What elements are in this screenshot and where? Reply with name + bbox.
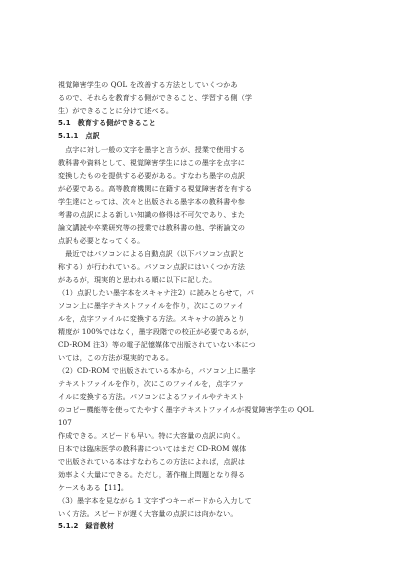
body-text-line: 称する）が行われている。パソコン点訳にはいくつか方法 — [58, 262, 245, 271]
body-text-line: 変換したものを提供する必要がある。すなわち墨字の点訳 — [58, 171, 246, 180]
body-text-line: 生）ができることに分けて述べる。 — [58, 106, 174, 115]
body-text-line: ソコン上に墨字テキストファイルを作り，次にこのファイ — [58, 301, 245, 310]
body-text-line: 最近ではパソコンによる自動点訳（以下パソコン点訳と — [58, 249, 245, 258]
body-text-line: 学生達にとっては、次々と出版される墨字本の教科書や参 — [58, 197, 245, 206]
body-text-line: 日本では臨床医学の教科書についてはまだ CD-ROM 媒体 — [58, 444, 247, 453]
page-number: 107 — [58, 418, 72, 427]
body-text-line: いては，この方法が現実的である。 — [58, 353, 174, 362]
body-text-line: 作成できる。スピードも早い。特に大容量の点訳に向く。 — [58, 431, 245, 440]
body-text-line: で出版されている本はすなわちこの方法によれば，点訳は — [58, 457, 246, 466]
body-text-line: ケースもある【11】。 — [58, 483, 129, 492]
body-text-line: 論文講読や卒業研究等の授業では教科書の他、学術論文の — [58, 223, 246, 232]
body-text-line: 点訳も必要となってくる。 — [58, 236, 145, 245]
body-text-line: があるが，現実的と思われる順に以下に記した。 — [58, 275, 217, 284]
body-text-line: 効率よく大量にできる。ただし，著作権上問題となり得る — [58, 470, 246, 479]
body-text-line: 精度が 100%ではなく，墨字段階での校正が必要であるが， — [58, 327, 254, 336]
body-text-line: 視覚障害学生の QOL を改善する方法としていくつかあ — [58, 80, 238, 89]
body-text-line: が必要である。高等教育機関に在籍する視覚障害者を有する — [58, 184, 253, 193]
body-text-line: るので、それらを教育する側ができること、学習する側（学 — [58, 93, 253, 102]
body-text-line: テキストファイルを作り，次にこのファイルを，点字ファ — [58, 379, 245, 388]
body-text-line: 考書の点訳による新しい知識の修得は不可欠であり、また — [58, 210, 246, 219]
body-text-line: （1）点訳したい墨字本をスキャナ注2）に読みとらせて，パ — [58, 288, 254, 297]
section-heading: 5.1 教育する側ができること — [58, 119, 156, 127]
body-text-line: ルを，点字ファイルに変換する方法。スキャナの読みとり — [58, 314, 245, 323]
body-text-line: （2）CD-ROM で出版されている本から，パソコン上に墨字 — [58, 366, 256, 375]
body-text-line: イルに変換する方法。パソコンによるファイルやテキスト — [58, 392, 245, 401]
body-text-line: 点字に対し一般の文字を墨字と言うが、授業で使用する — [58, 145, 246, 154]
body-text-line: CD-ROM 注3）等の電子記憶媒体で出版されていない本につ — [58, 340, 256, 349]
body-text-line: （3）墨字本を見ながら 1 文字ずつキーボードから入力して — [58, 496, 252, 505]
body-text-line: いく方法。スピードが遅く大容量の点訳には向かない。 — [58, 509, 238, 518]
body-text-line: 教科書や資料として、視覚障害学生にはこの墨字を点字に — [58, 158, 245, 167]
subsection-heading: 5.1.1 点訳 — [58, 132, 100, 140]
subsection-heading: 5.1.2 録音教材 — [58, 522, 114, 530]
body-text-line: のコピー機能等を使ってたやすく墨字テキストファイルが視覚障害学生の QOL — [58, 405, 314, 414]
